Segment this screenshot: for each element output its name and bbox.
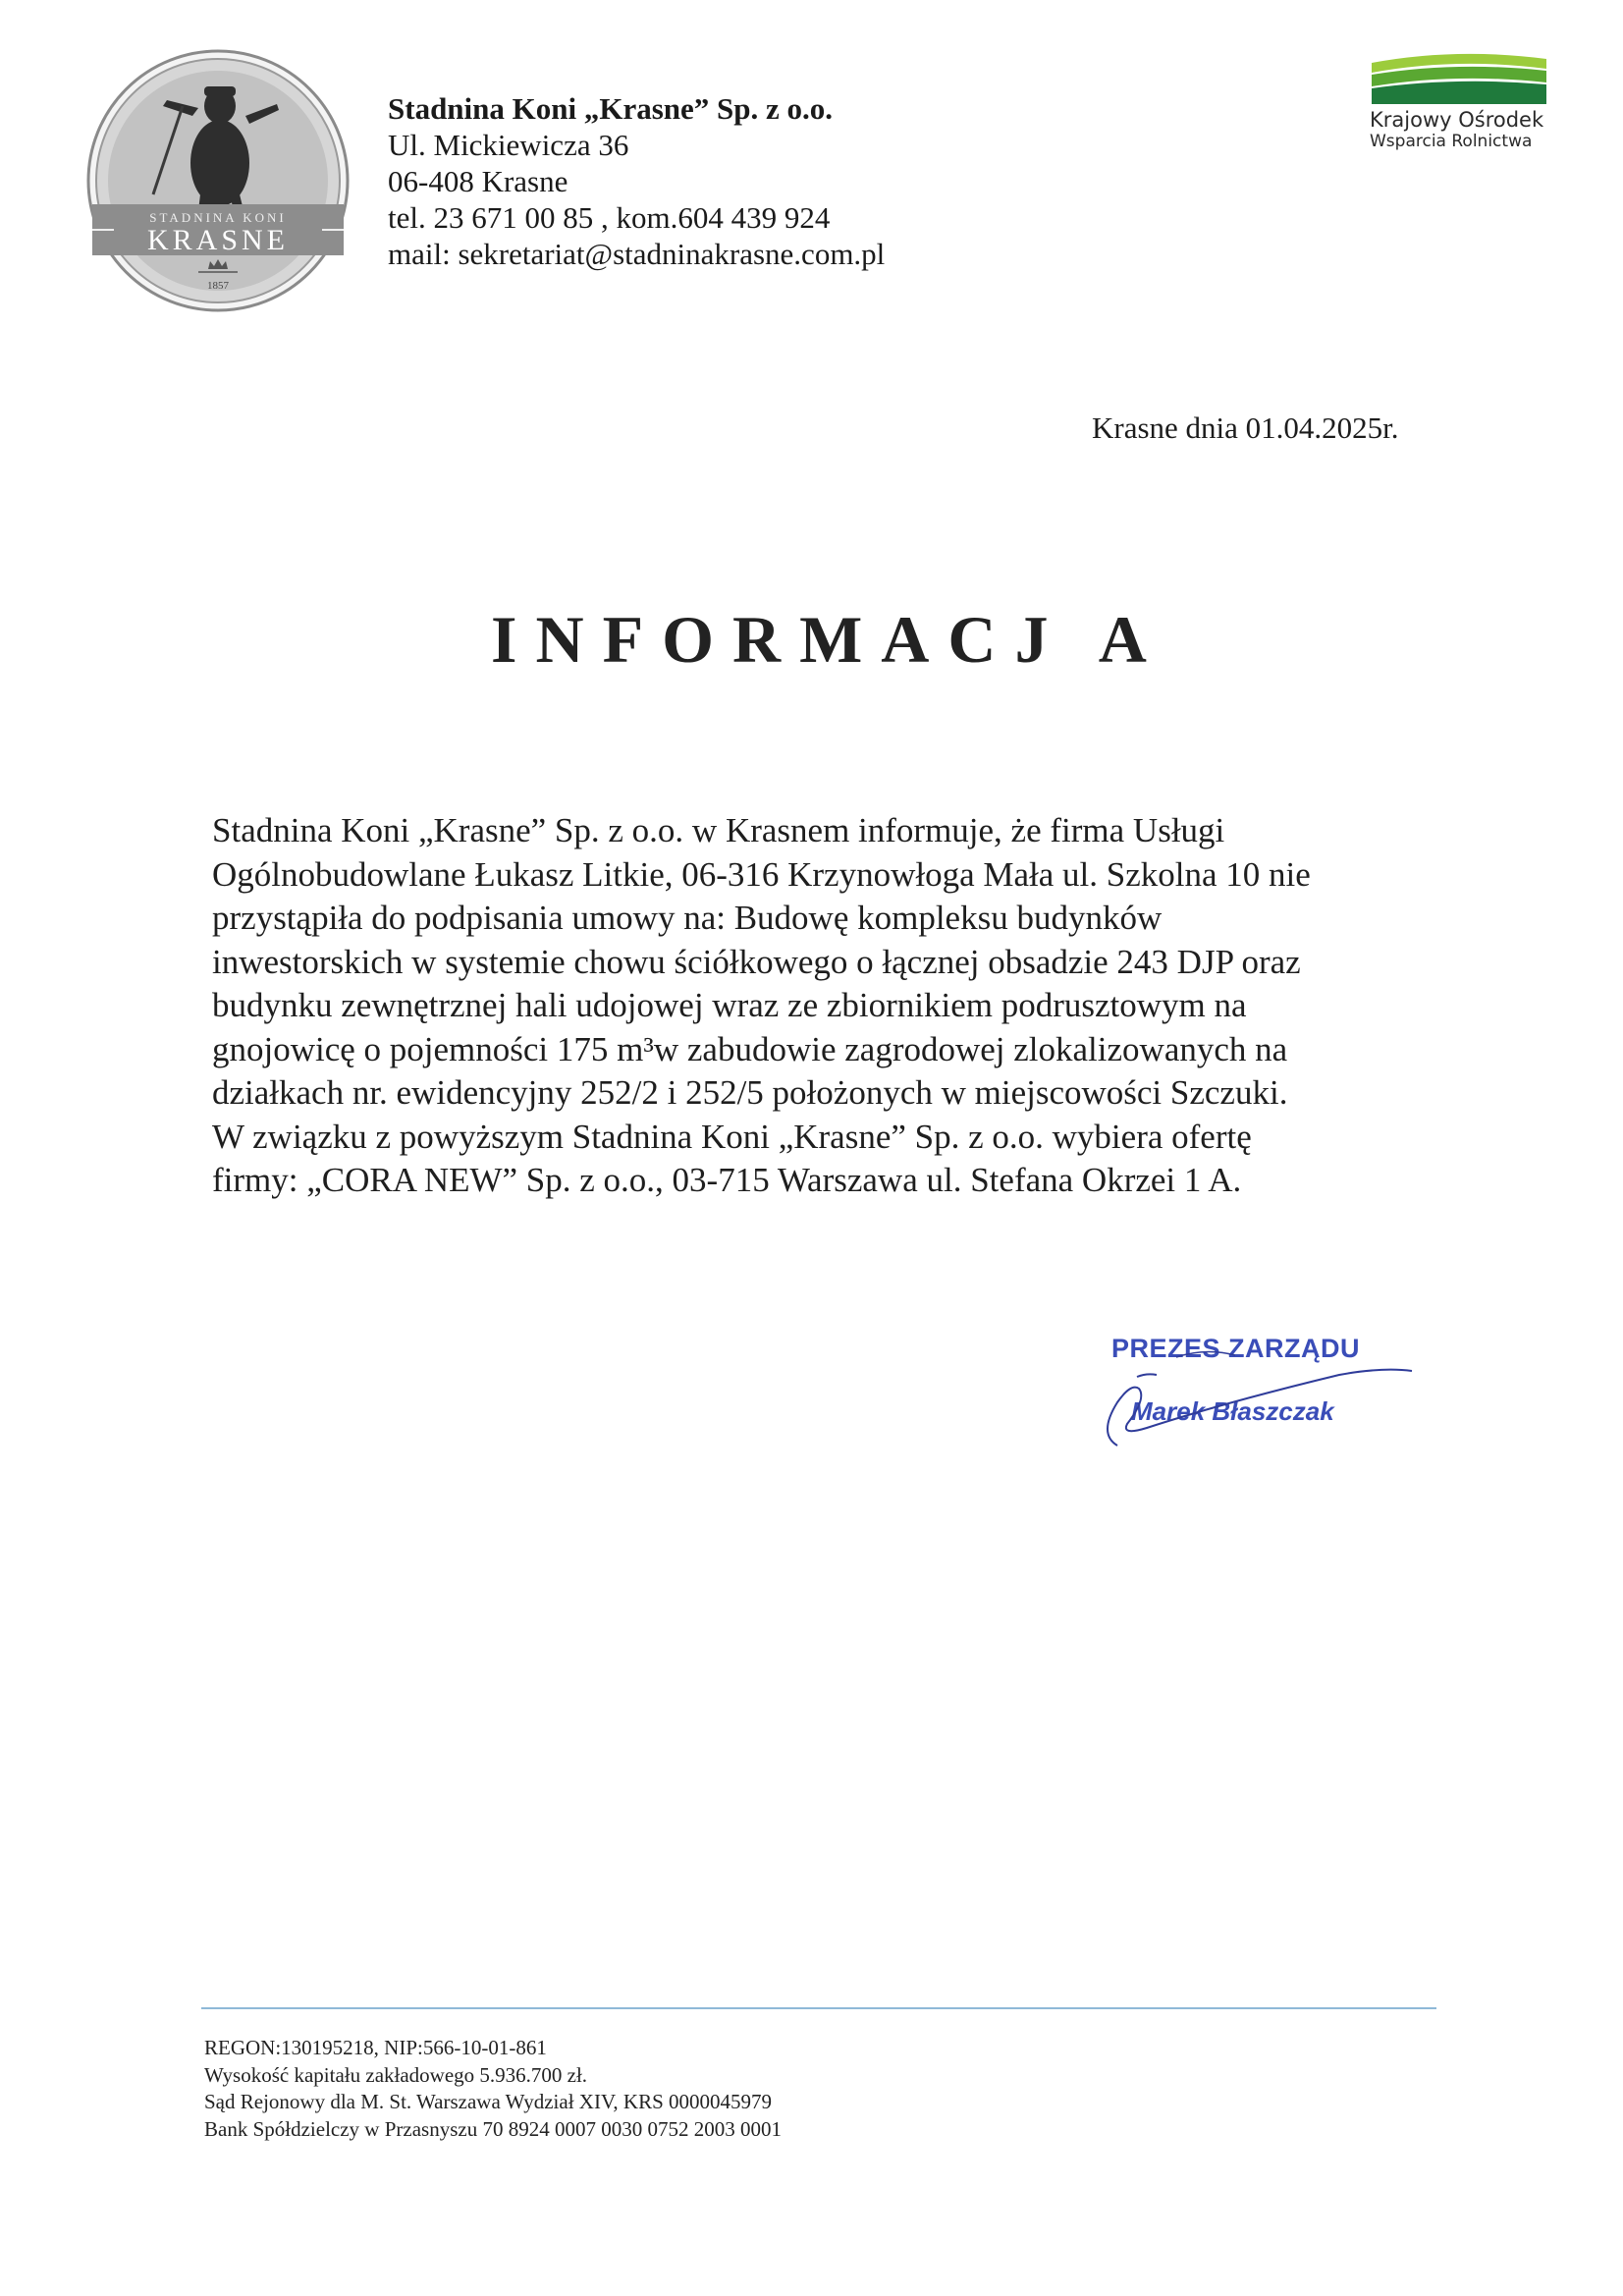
sender-city: 06-408 Krasne [388, 164, 568, 198]
document-body [212, 809, 1430, 1203]
kowr-line1: Krajowy Ośrodek [1370, 108, 1544, 132]
footer-capital: Wysokość kapitału zakładowego 5.936.700 zł. [204, 2062, 588, 2087]
body-line: Ogólnobudowlane Łukasz Litkie, 06-316 Krzynowłoga Mała ul. Szkolna 10 nie [212, 854, 1311, 894]
stamp-title: PREZES ZARZĄDU [1111, 1334, 1361, 1363]
kowr-logo [1368, 43, 1550, 151]
document-date: Krasne dnia 01.04.2025r. [1092, 410, 1399, 445]
footer-court: Sąd Rejonowy dla M. St. Warszawa Wydział XIV, KRS 0000045979 [204, 2090, 773, 2113]
body-line: Stadnina Koni „Krasne” Sp. z o.o. w Krasnem informuje, że firma Usługi [212, 811, 1225, 849]
body-line: inwestorskich w systemie chowu ściółkowego o łącznej obsadzie 243 DJP oraz [212, 942, 1301, 981]
seal-year: 1857 [207, 280, 229, 292]
sender-phone: tel. 23 671 00 85 , kom.604 439 924 [388, 200, 831, 235]
kowr-logo-icon [1368, 43, 1550, 108]
document-title: INFORMACJ A [491, 602, 1165, 677]
stamp-name: Marek Błaszczak [1131, 1396, 1334, 1426]
footer-divider [201, 2007, 1436, 2009]
footer-bank: Bank Spółdzielczy w Przasnyszu 70 8924 0007 0030 0752 2003 0001 [204, 2116, 782, 2141]
signature-stamp [1088, 1326, 1422, 1453]
sender-name: Stadnina Koni „Krasne” Sp. z o.o. [388, 91, 834, 126]
handwritten-signature [1088, 1326, 1422, 1453]
body-line: budynku zewnętrznej hali udojowej wraz ze zbiornikiem podrusztowym na [212, 986, 1247, 1024]
sender-address-block [388, 90, 885, 272]
body-line: przystąpiła do podpisania umowy na: Budowę kompleksu budynków [212, 899, 1163, 937]
kowr-line2: Wsparcia Rolnictwa [1370, 132, 1533, 151]
sender-street: Ul. Mickiewicza 36 [388, 128, 629, 162]
stud-farm-seal-icon [84, 47, 352, 314]
seal-arc-text: STADNINA KONI [149, 210, 287, 225]
footer-block [204, 2035, 782, 2143]
seal-name: KRASNE [146, 224, 290, 256]
body-line: gnojowicę o pojemności 175 m³w zabudowie zagrodowej zlokalizowanych na [212, 1029, 1288, 1068]
body-line: firmy: „CORA NEW” Sp. z o.o., 03-715 Warszawa ul. Stefana Okrzei 1 A. [212, 1161, 1242, 1199]
footer-regon-nip: REGON:130195218, NIP:566-10-01-861 [204, 2036, 547, 2059]
body-line: działkach nr. ewidencyjny 252/2 i 252/5 położonych w miejscowości Szczuki. [212, 1073, 1288, 1112]
body-line: W związku z powyższym Stadnina Koni „Krasne” Sp. z o.o. wybiera ofertę [212, 1117, 1252, 1156]
sender-email: mail: sekretariat@stadninakrasne.com.pl [388, 237, 886, 271]
